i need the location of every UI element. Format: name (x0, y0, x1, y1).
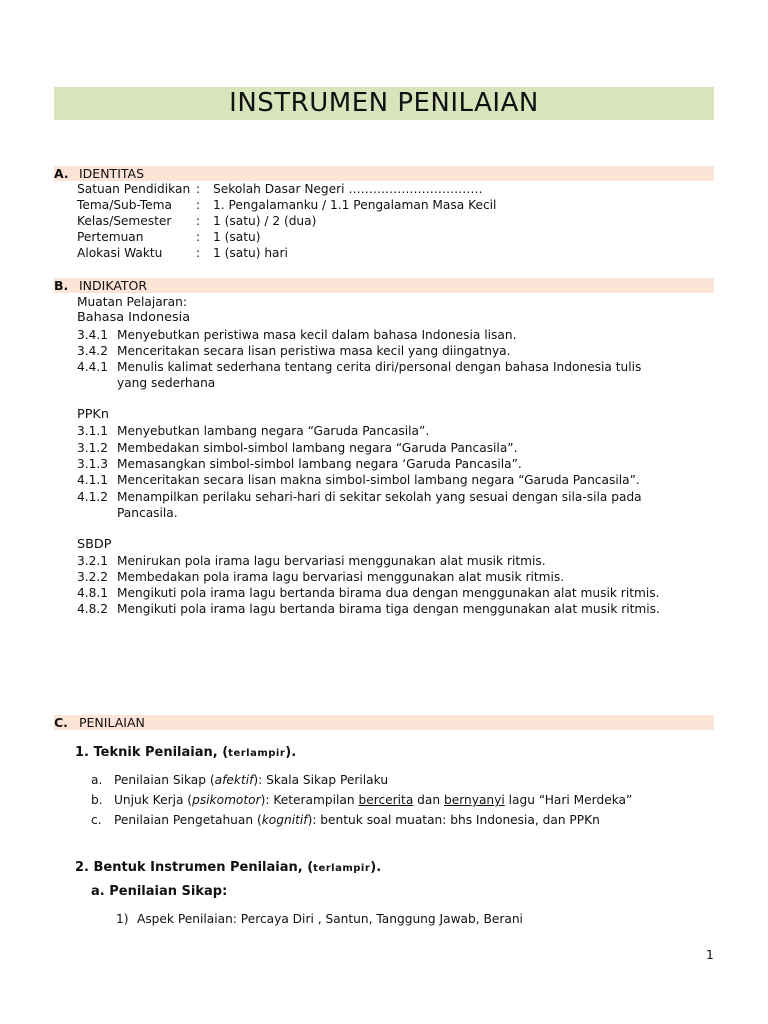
section-a-header (54, 166, 714, 181)
indicator-text: Mengikuti pola irama lagu bertanda birama dua dengan menggunakan alat musik ritmis. (117, 586, 660, 600)
section-c-header (54, 715, 714, 730)
indicator-number: 3.4.1 (77, 328, 109, 342)
indicator-number: 4.8.1 (77, 586, 109, 600)
identity-sep: : (196, 214, 201, 228)
teknik-penilaian-heading (75, 745, 296, 762)
identity-value: 1. Pengalamanku / 1.1 Pengalaman Masa Kecil (213, 198, 497, 212)
teknik-b-post: ): Keterampilan (260, 793, 359, 807)
identity-sep: : (196, 230, 201, 244)
identity-label: Pertemuan (77, 230, 144, 244)
list-marker: 1) (116, 912, 129, 926)
indicator-text-cont: Pancasila. (117, 506, 178, 520)
bentuk-label: 2. Bentuk Instrumen Penilaian, ( (75, 860, 314, 875)
penilaian-sikap-heading: a. Penilaian Sikap: (91, 884, 228, 899)
teknik-item-a (114, 772, 388, 788)
teknik-close: ). (285, 745, 297, 760)
bentuk-close: ). (370, 860, 382, 875)
indicator-number: 4.4.1 (77, 360, 109, 374)
indicator-text: Membedakan pola irama lagu bervariasi menggunakan alat musik ritmis. (117, 570, 565, 584)
indicator-number: 4.1.1 (77, 473, 109, 487)
teknik-b-underline-1: bercerita (358, 793, 414, 807)
section-b-letter: B. (54, 278, 69, 293)
teknik-item-b (114, 792, 632, 808)
indicator-text: Membedakan simbol-simbol lambang negara “Garuda Pancasila”. (117, 441, 518, 455)
bentuk-instrumen-heading (75, 860, 381, 877)
teknik-c-post: ): bentuk soal muatan: bhs Indonesia, dan PPKn (307, 813, 600, 827)
page-title: INSTRUMEN PENILAIAN (229, 88, 539, 118)
indicator-text: Memasangkan simbol-simbol lambang negara ‘Garuda Pancasila”. (117, 457, 522, 471)
section-b-header (54, 278, 714, 293)
indicator-text: Menampilkan perilaku sehari-hari di sekitar sekolah yang sesuai dengan sila-sila pada (117, 490, 642, 504)
group-heading: PPKn (77, 407, 109, 422)
teknik-b-mid: dan (413, 793, 444, 807)
indicator-text: Menulis kalimat sederhana tentang cerita diri/personal dengan bahasa Indonesia tulis (117, 360, 642, 374)
indicator-number: 3.1.2 (77, 441, 109, 455)
section-c-letter: C. (54, 715, 68, 730)
indicator-text-cont: yang sederhana (117, 376, 216, 390)
indicator-text: Menyebutkan lambang negara “Garuda Pancasila”. (117, 424, 430, 438)
section-c-title: PENILAIAN (79, 715, 145, 730)
identity-label: Kelas/Semester (77, 214, 172, 228)
indicator-number: 3.1.1 (77, 424, 109, 438)
indicator-text: Menirukan pola irama lagu bervariasi menggunakan alat musik ritmis. (117, 554, 546, 568)
indicator-number: 4.8.2 (77, 602, 109, 616)
aspek-penilaian: Aspek Penilaian: Percaya Diri , Santun, Tanggung Jawab, Berani (137, 912, 523, 926)
identity-sep: : (196, 198, 201, 212)
identity-sep: : (196, 182, 201, 196)
list-marker: c. (91, 813, 102, 827)
teknik-a-italic: afektif (214, 773, 254, 787)
teknik-b-italic: psikomotor (192, 793, 261, 807)
teknik-c-italic: kognitif (261, 813, 308, 827)
teknik-b-end: lagu “Hari Merdeka” (504, 793, 633, 807)
section-a-title: IDENTITAS (79, 166, 145, 181)
teknik-b-underline-2: bernyanyi (443, 793, 505, 807)
group-heading: SBDP (77, 537, 112, 552)
indicator-number: 3.2.2 (77, 570, 109, 584)
indicator-text: Menceritakan secara lisan makna simbol-simbol lambang negara “Garuda Pancasila”. (117, 473, 640, 487)
group-heading: Bahasa Indonesia (77, 310, 191, 325)
teknik-label: 1. Teknik Penilaian, ( (75, 745, 229, 760)
identity-label: Tema/Sub-Tema (77, 198, 173, 212)
identity-sep: : (196, 246, 201, 260)
indicator-text: Mengikuti pola irama lagu bertanda birama tiga dengan menggunakan alat musik ritmis. (117, 602, 660, 616)
teknik-c-pre: Penilaian Pengetahuan ( (114, 813, 262, 827)
page-number: 1 (706, 948, 714, 962)
indicator-number: 3.1.3 (77, 457, 109, 471)
terlampir-tag: terlampir (313, 863, 371, 874)
teknik-b-pre: Unjuk Kerja ( (114, 793, 193, 807)
indicator-number: 3.2.1 (77, 554, 109, 568)
teknik-item-c (114, 812, 600, 828)
title-bar (54, 87, 714, 120)
identity-label: Alokasi Waktu (77, 246, 163, 260)
identity-value: 1 (satu) hari (213, 246, 288, 260)
identity-value: 1 (satu) / 2 (dua) (213, 214, 317, 228)
list-marker: a. (91, 773, 103, 787)
identity-value: 1 (satu) (213, 230, 261, 244)
teknik-a-pre: Penilaian Sikap ( (114, 773, 215, 787)
identity-value: Sekolah Dasar Negeri …………………………… (213, 182, 483, 196)
section-b-title: INDIKATOR (79, 278, 148, 293)
indicator-text: Menceritakan secara lisan peristiwa masa kecil yang diingatnya. (117, 344, 511, 358)
teknik-a-post: ): Skala Sikap Perilaku (253, 773, 389, 787)
identity-label: Satuan Pendidikan (77, 182, 191, 196)
indicator-number: 4.1.2 (77, 490, 109, 504)
indicator-text: Menyebutkan peristiwa masa kecil dalam bahasa Indonesia lisan. (117, 328, 517, 342)
muatan-label: Muatan Pelajaran: (77, 295, 187, 309)
terlampir-tag: terlampir (228, 748, 286, 759)
section-a-letter: A. (54, 166, 69, 181)
indicator-number: 3.4.2 (77, 344, 109, 358)
list-marker: b. (91, 793, 103, 807)
